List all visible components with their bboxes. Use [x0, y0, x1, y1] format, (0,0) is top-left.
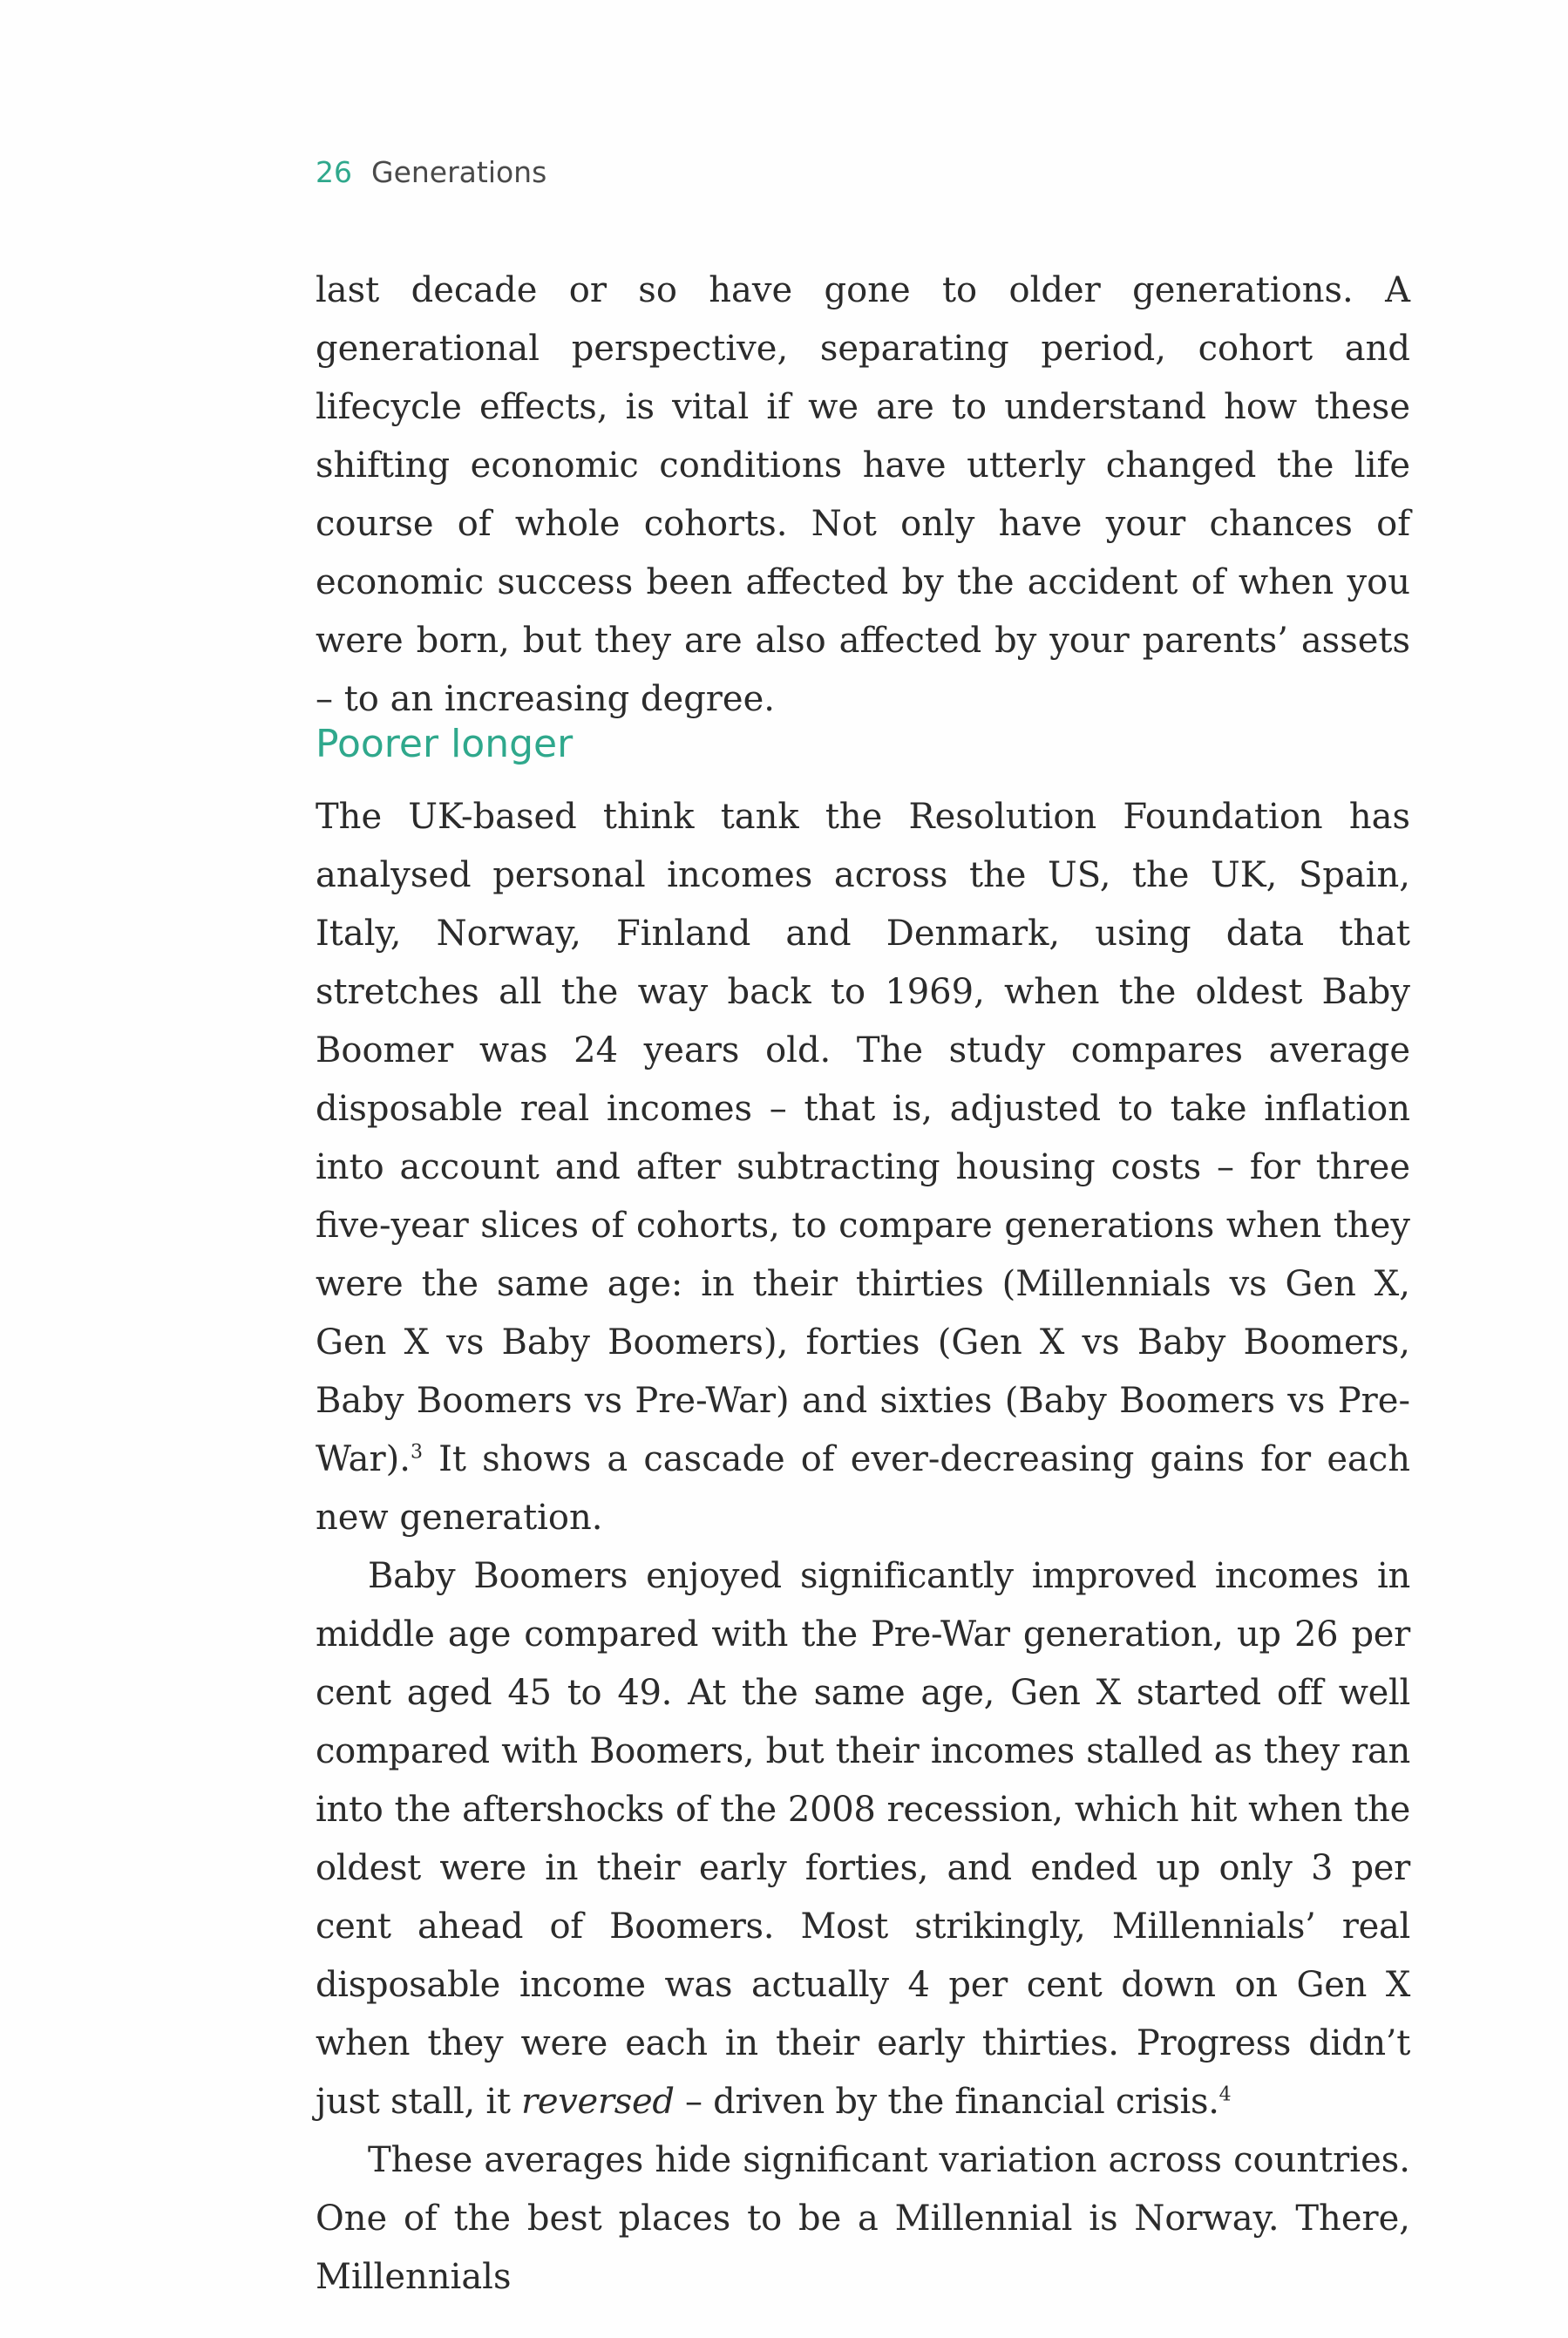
body-text-top [316, 262, 1410, 729]
emphasis-reversed: reversed [521, 2082, 675, 2122]
page-number: 26 [316, 155, 352, 189]
paragraph-2-text: Baby Boomers enjoyed significantly improved incomes in middle age compared with the Pre-War generation, up 26 per cent aged 45 to 49. At the same age, Gen X started off well compared with Boomers, but their incomes stalled as they ran into the aftershocks of the 2008 recession, which hit when the oldest were in their early forties, and ended up only 3 per cent ahead of Boomers. Most strikingly, Millennials’ real disposable income was actually 4 per cent down on Gen X when they were each in their early thirties. Progress didn’t just stall, it [316, 1556, 1410, 2122]
running-title: Generations [371, 155, 547, 189]
paragraph-1 [316, 788, 1410, 1547]
paragraph-3: These averages hide significant variation across countries. One of the best places to be a Millennial is Norway. There, Millennials [316, 2140, 1410, 2297]
paragraph-2-tail: – driven by the financial crisis. [674, 2082, 1219, 2122]
footnote-ref-3: 3 [410, 1441, 423, 1464]
paragraph-continued: last decade or so have gone to older generations. A generational perspective, separating period, cohort and lifecycle effects, is vital if we are to understand how these shifting economic conditions have utterly changed the life course of whole cohorts. Not only have your chances of economic success been affected by the accident of when you were born, but they are also affected by your parents’ assets – to an increasing degree. [316, 270, 1410, 719]
body-text-main [316, 788, 1410, 2307]
paragraph-1-tail: It shows a cascade of ever-decreasing gains for each new generation. [316, 1439, 1410, 1538]
paragraph-2 [316, 1547, 1410, 2131]
paragraph-1-text: The UK-based think tank the Resolution Foundation has analysed personal incomes across the US, the UK, Spain, Italy, Norway, Finland and Denmark, using data that stretches all the way back to 1969, when the oldest Baby Boomer was 24 years old. The study compares average disposable real incomes – that is, adjusted to take inflation into account and after subtracting housing costs – for three five-year slices of cohorts, to compare generations when they were the same age: in their thirties (Millennials vs Gen X, Gen X vs Baby Boomers), forties (Gen X vs Baby Boomers, Baby Boomers vs Pre-War) and sixties (Baby Boomers vs Pre-War). [316, 797, 1410, 1479]
footnote-ref-4: 4 [1218, 2083, 1232, 2106]
running-header [316, 155, 546, 190]
section-heading: Poorer longer [316, 722, 574, 766]
